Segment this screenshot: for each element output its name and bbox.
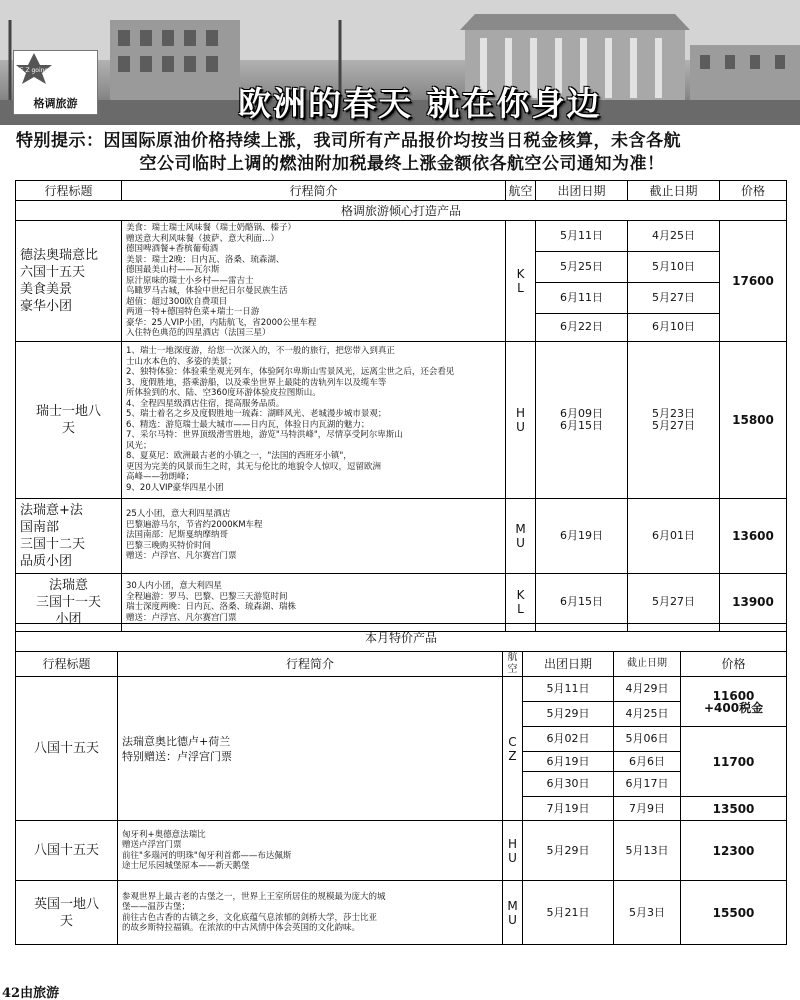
departure-date: 6月19日 [523,752,614,772]
departure-date: 5月21日 [523,881,614,945]
table-row [16,821,787,881]
special-notice [16,130,788,176]
cutoff-date: 4月29日 [614,677,681,702]
header-air: 航空 [506,181,536,201]
notice-line-2: 空公司临时上调的燃油附加税最终上涨金额依各航空公司通知为准！ [139,154,665,174]
price: 11600 +400税金 [681,677,787,727]
header-intro: 行程简介 [118,652,503,677]
departure-date: 5月29日 [523,821,614,881]
tour-intro: 法瑞意奥比德卢+荷兰 特别赠送：卢浮宫门票 [118,677,503,821]
departure-date: 6月30日 [523,772,614,797]
price: 15800 [720,341,787,498]
departure-date: 7月19日 [523,797,614,821]
cutoff-date: 6月6日 [614,752,681,772]
airline-code: H U [503,821,523,881]
cutoff-date: 5月27日 [628,282,720,313]
svg-text:E Z going: E Z going [19,67,49,74]
departure-date: 5月11日 [523,677,614,702]
page-note: 42由旅游 [2,986,60,1000]
price: 13500 [681,797,787,821]
header-title: 行程标题 [16,652,118,677]
header-air: 航空 [503,652,523,677]
price: 12300 [681,821,787,881]
airline-code: K L [506,573,536,631]
header-title: 行程标题 [16,181,122,201]
section-title: 本月特价产品 [16,624,787,652]
table-row [16,221,787,252]
tour-title: 八国十五天 [16,677,118,821]
table-row [16,341,787,498]
airline-code: K L [506,221,536,342]
price: 13600 [720,498,787,573]
price: 17600 [720,221,787,342]
table-row [16,881,787,945]
airline-code: M U [506,498,536,573]
departure-date: 6月11日 [536,282,628,313]
airline-code: C Z [503,677,523,821]
tour-title: 八国十五天 [16,821,118,881]
header-banner [0,0,800,125]
logo-text: 格调旅游 [33,97,78,110]
brand-logo [13,50,98,115]
cutoff-date: 4月25日 [628,221,720,252]
cutoff-date: 6月10日 [628,313,720,341]
cutoff-date: 7月9日 [614,797,681,821]
airline-code: M U [503,881,523,945]
header-cut: 截止日期 [628,181,720,201]
banner-title: 欧洲的春天 就在你身边 [238,84,602,123]
table-row [16,677,787,702]
tour-intro: 美食：瑞士瑞士风味餐（瑞士奶酪锅、榛子） 赠送意大利风味餐（披萨、意大利面…） 德国啤酒餐+香槟葡萄酒 美景：瑞士2晚：日内瓦、洛桑、琉森湖、 德国最美山村——瓦尔斯 原汁原味的瑞士小乡村——雷吉士 鸟瞰罗马古城，体验中世纪日尔曼民族生活 超值：超过300欧自费项目 两道一特+德国特色菜+瑞士一日游 豪华：25人VIP小团，内陆航飞，省2000公里车程 入住特色典范的四星酒店（法国三星） [122,221,506,342]
tour-title: 英国一地八 天 [16,881,118,945]
departure-date: 6月19日 [536,498,628,573]
section-title: 格调旅游倾心打造产品 [16,201,787,221]
notice-line-1: 特别提示：因国际原油价格持续上涨，我司所有产品报价均按当日税金核算，未含各航 [16,131,681,151]
tour-intro: 匈牙利+奥德意法瑞比 赠送卢浮宫门票 前往"多瑙河的明珠"匈牙利首都——布达佩斯 途士尼乐园城堡原本——新天鹅堡 [118,821,503,881]
departure-date: 6月15日 [536,573,628,631]
header-dep: 出团日期 [523,652,614,677]
cutoff-date: 6月17日 [614,772,681,797]
table-row [16,498,787,573]
tour-title: 法瑞意+法 国南部 三国十二天 品质小团 [16,498,122,573]
cutoff-date: 5月27日 [628,573,720,631]
table-header-row [16,181,787,201]
airline-code: H U [506,341,536,498]
price: 13900 [720,573,787,631]
header-intro: 行程简介 [122,181,506,201]
header-price: 价格 [681,652,787,677]
cutoff-date: 5月10日 [628,251,720,282]
tour-intro: 参观世界上最古老的古堡之一，世界上王室所居住的规模最为庞大的城 堡——温莎古堡； 前往古色古香的古镇之乡，文化底蕴气息浓郁的剑桥大学，莎士比亚 的故乡斯特拉福镇。在浓浓的中古风情中体会英国的文化韵味。 [118,881,503,945]
cutoff-date: 4月25日 [614,702,681,727]
special-offers-table [15,623,787,945]
departure-date: 5月29日 [523,702,614,727]
departure-date: 5月11日 [536,221,628,252]
departure-date: 6月09日 6月15日 [536,341,628,498]
departure-date: 5月25日 [536,251,628,282]
featured-tours-table [15,180,787,632]
cutoff-date: 5月06日 [614,727,681,752]
header-dep: 出团日期 [536,181,628,201]
price: 15500 [681,881,787,945]
tour-intro: 25人小团，意大利四星酒店 巴黎遍游马尔，节省约2000KM车程 法国南部：尼斯戛纳摩纳哥 巴黎三晚购买特价时间 赠送：卢浮宫、凡尔赛宫门票 [122,498,506,573]
cutoff-date: 5月13日 [614,821,681,881]
cutoff-date: 5月3日 [614,881,681,945]
table-header-row [16,652,787,677]
cutoff-date: 6月01日 [628,498,720,573]
cutoff-date: 5月23日 5月27日 [628,341,720,498]
tour-title: 法瑞意 三国十一天 小团 [16,573,122,631]
tour-intro: 30人内小团，意大利四星 全程遍游：罗马、巴黎、巴黎三天游览时间 瑞士深度两晚：日内瓦、洛桑、琉森湖、瑞株 赠送：卢浮宫、凡尔赛宫门票 [122,573,506,631]
header-price: 价格 [720,181,787,201]
departure-date: 6月22日 [536,313,628,341]
departure-date: 6月02日 [523,727,614,752]
header-cut: 截止日期 [614,652,681,677]
price: 11700 [681,727,787,797]
tour-title: 瑞士一地八 天 [16,341,122,498]
tour-intro: 1、瑞士一地深度游，给您一次深入的，不一般的旅行，把您带入到真正 士山水本色的、多姿的美景； 2、独特体验：体验乘坐观光列车，体验阿尔卑斯山雪景风光，远离尘世之后，还会看见 3、度假胜地，搭乘游船，以及乘坐世界上最陡的齿轨列车以及缆车等 所体验到的水、陆、空360度环游体验皮拉图斯山。 4、全程四星级酒店住宿，提高服务品质。 5、瑞士着名之乡及度假胜地一琉森：湖畔风光、老城漫步城市景观； 6、精选：游览瑞士最大城市——日内瓦，体验日内瓦湖的魅力； 7、采尔马特：世界顶级滑雪胜地，游览"马特洪峰"，尽情享受阿尔卑斯山 风光； 8、夏莫尼：欧洲最古老的小镇之一，"法国的西班牙小镇"， 更因为完美的风景而生之时，其无与伦比的地貌令人惊叹，逗留欧洲 高峰——勃朗峰； 9、20人VIP豪华四星小团 [122,341,506,498]
tour-title: 德法奥瑞意比 六国十五天 美食美景 豪华小团 [16,221,122,342]
flower-logo-icon [14,51,54,85]
